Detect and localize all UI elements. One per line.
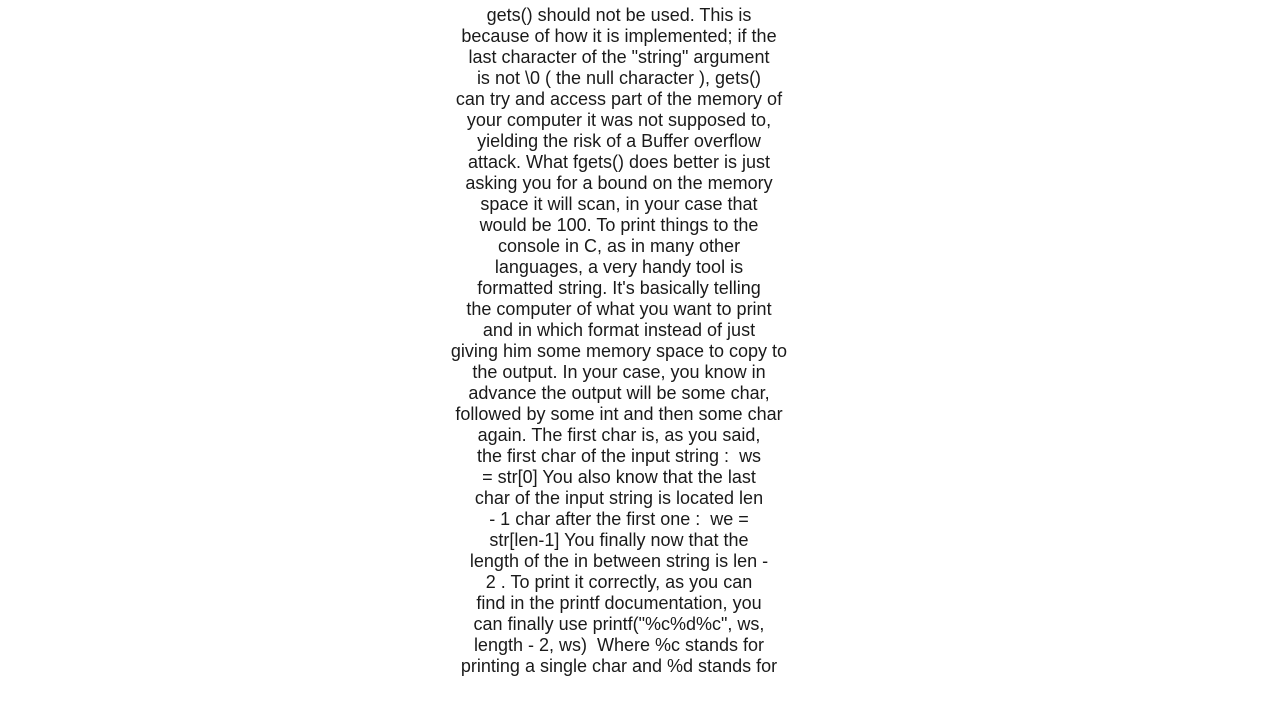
text-line: length - 2, ws) Where %c stands for <box>473 635 765 655</box>
text-line: space it will scan, in your case that <box>480 194 758 214</box>
text-line: length of the in between string is len - <box>469 551 769 571</box>
text-line: str[len-1] You finally now that the <box>489 530 749 550</box>
text-line: advance the output will be some char, <box>468 383 770 403</box>
text-line: because of how it is implemented; if the <box>461 26 777 46</box>
text-line: 2 . To print it correctly, as you can <box>485 572 753 592</box>
bottom-blank-area <box>0 680 1280 720</box>
text-line: would be 100. To print things to the <box>479 215 759 235</box>
text-line: yielding the risk of a Buffer overflow <box>477 131 761 151</box>
text-line: formatted string. It's basically telling <box>477 278 761 298</box>
text-line: find in the printf documentation, you <box>476 593 762 613</box>
text-line: attack. What fgets() does better is just <box>467 152 771 172</box>
text-line: the first char of the input string : ws <box>476 446 762 466</box>
text-line: is not \0 ( the null character ), gets() <box>476 68 762 88</box>
text-line: printing a single char and %d stands for <box>460 656 778 676</box>
text-line: can try and access part of the memory of <box>455 89 783 109</box>
text-line: last character of the "string" argument <box>468 47 770 67</box>
text-line: - 1 char after the first one : we = <box>489 509 749 529</box>
text-line: console in C, as in many other <box>497 236 741 256</box>
text-line: again. The first char is, as you said, <box>477 425 761 445</box>
text-line: char of the input string is located len <box>474 488 764 508</box>
text-line: = str[0] You also know that the last <box>482 467 756 487</box>
text-line: can finally use printf("%c%d%c", ws, <box>473 614 765 634</box>
text-line: and in which format instead of just <box>482 320 756 340</box>
text-line: your computer it was not supposed to, <box>466 110 772 130</box>
text-line: followed by some int and then some char <box>455 404 783 424</box>
text-line: the computer of what you want to print <box>466 299 772 319</box>
text-line: gets() should not be used. This is <box>486 5 752 25</box>
text-line: the output. In your case, you know in <box>472 362 766 382</box>
text-line: giving him some memory space to copy to <box>450 341 788 361</box>
text-line: languages, a very handy tool is <box>494 257 744 277</box>
article-text <box>440 0 798 677</box>
text-line: asking you for a bound on the memory <box>465 173 773 193</box>
